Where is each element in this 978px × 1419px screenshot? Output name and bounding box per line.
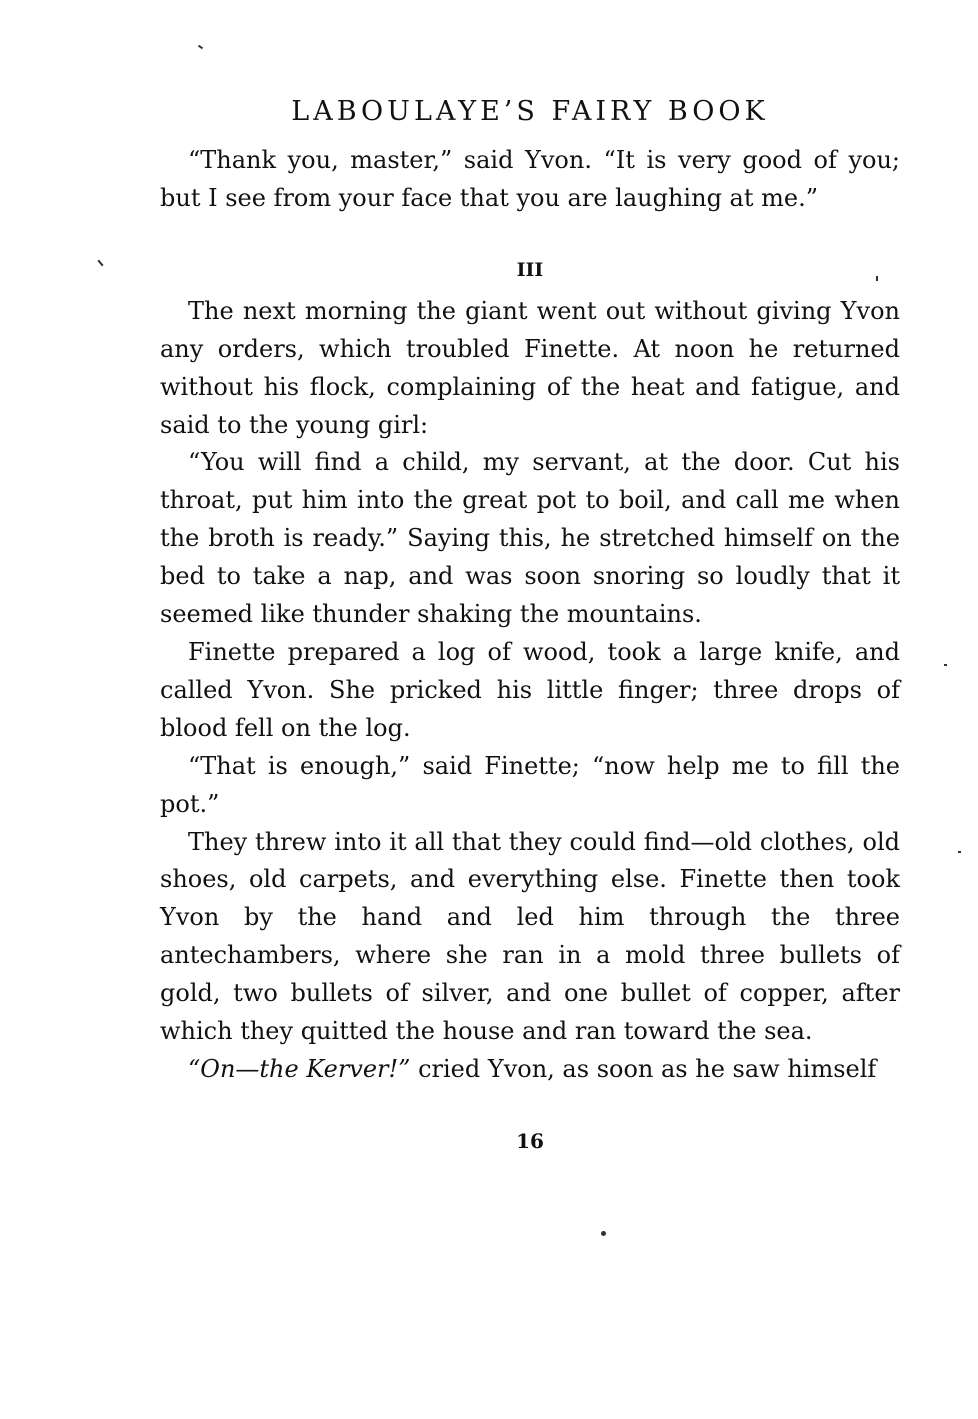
paragraph-4: Finette prepared a log of wood, took a large knife, and called Yvon. She pricked his little finger; three drops of blood fell on the log. [160, 637, 900, 742]
scan-speck [944, 664, 947, 666]
paragraph-6: They threw into it all that they could find—old clothes, old shoes, old carpets, and everything else. Finette then took Yvon by the hand and led him through the three antechambers, where she ran in a mold three bullets of gold, two bullets of silver, and one bullet of copper, after which they quitted the house and ran toward the sea. [160, 827, 900, 1046]
scan-speck [876, 276, 878, 281]
running-head: LABOULAYE’S FAIRY BOOK [291, 96, 769, 127]
scan-speck [601, 1231, 606, 1236]
page-number: 16 [516, 1129, 544, 1153]
section-number: III [516, 258, 544, 281]
paragraph-5: “That is enough,” said Finette; “now help me to fill the pot.” [160, 751, 900, 818]
paragraph-7-text: cried Yvon, as soon as he saw himself [410, 1054, 877, 1083]
paragraph-2: The next morning the giant went out without giving Yvon any orders, which troubled Finette. At noon he returned without his flock, complaining of the heat and fatigue, and said to the young girl: [160, 296, 900, 439]
scan-speck [198, 45, 203, 50]
scan-speck [97, 260, 103, 267]
paragraph-3: “You will find a child, my servant, at the door. Cut his throat, put him into the great pot to boil, and call me when the broth is ready.” Saying this, he stretched himself on the bed to take a nap, and was soon snoring so loudly that it seemed like thunder shaking the mountains. [160, 448, 900, 629]
body-text [160, 142, 900, 1089]
scan-speck [958, 851, 961, 853]
paragraph-1: “Thank you, master,” said Yvon. “It is very good of you; but I see from your face that you are laughing at me.” [160, 146, 900, 212]
paragraph-7 [160, 1051, 900, 1089]
paragraph-7-exclamation: “On—the Kerver!” [188, 1054, 411, 1083]
